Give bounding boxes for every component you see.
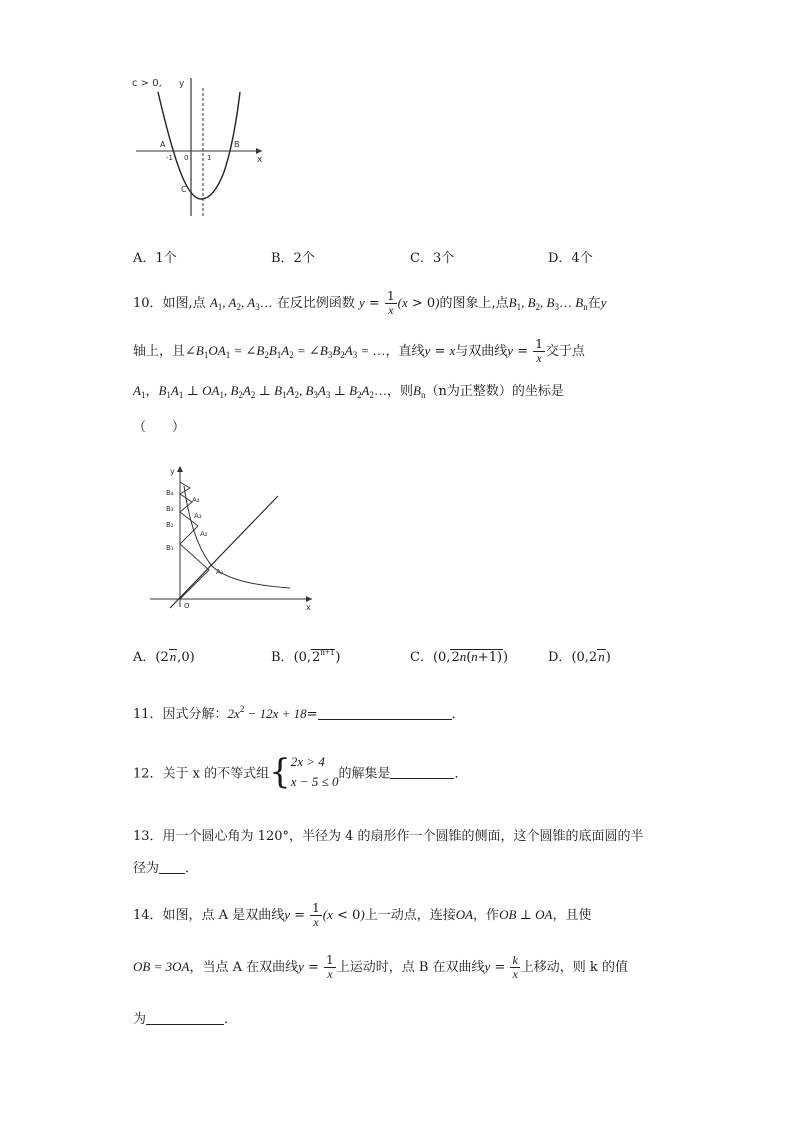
q14-answer-blank[interactable] bbox=[146, 1012, 224, 1025]
q13-line-1: 13．用一个圆心角为 120°，半径为 4 的扇形作一个圆锥的侧面，这个圆锥的底面圆的半 bbox=[133, 829, 644, 844]
fig-y-arrow bbox=[177, 466, 183, 472]
q14-line-2: OB = 3OA，当点 A 在双曲线y = $\frac{1}{x}$ 上运动时，点 B 在双曲线y = $\frac{k}{x}$ 上移动，则 k 的值 bbox=[133, 953, 628, 981]
y-axis-label: y bbox=[179, 79, 185, 89]
q11-line: 11．因式分解：$2x^2 - 12x + 18=$ ． bbox=[133, 704, 465, 722]
q14-line-3: 为 ． bbox=[133, 1012, 238, 1027]
q10-line-3: $A_1$，$B_1A_1$ ⊥ $OA_1$, $B_2A_2$ ⊥ $B_1A_2$, $B_3A_3$ ⊥ $B_2A_2\dots$，则$B_n(n$为正整数）的坐标是 bbox=[133, 383, 564, 400]
fig-y-label: y bbox=[170, 467, 175, 476]
q9-option-b[interactable]: B．2个 bbox=[271, 251, 315, 266]
fig-line-y-eq-x bbox=[170, 496, 278, 608]
q10-option-b[interactable]: B．$(0,2^{n+1})$ bbox=[271, 647, 341, 665]
tick-1-label: 1 bbox=[207, 154, 212, 162]
q10-option-d[interactable]: D．(0,2n) bbox=[548, 649, 611, 665]
fig-origin-label: O bbox=[184, 602, 190, 610]
q12-line: 12．关于 x 的不等式组{ 2x > 4 x − 5 ≤ 0 的解集是 ． bbox=[133, 752, 468, 792]
hyperbola-figure bbox=[140, 462, 320, 612]
q10-option-c[interactable]: C．(0,2n(n+1)) bbox=[410, 649, 509, 665]
fig-b2-label: B₂ bbox=[166, 521, 174, 529]
q10-answer-paren: （ ） bbox=[133, 420, 186, 435]
point-b-label: B bbox=[234, 140, 240, 149]
point-c-label: C bbox=[181, 185, 187, 194]
q10-line-1: 10．如图,点 $A_1$, $A_2$, $A_3\dots$ 在反比例函数 y = $\frac{1}{x}$ (x > 0)的图象上,点$B_1$, $B_2$, $B_3\dots$ $B_n$在y bbox=[133, 289, 607, 317]
q14-line-1: 14．如图，点 A 是双曲线y = $\frac{1}{x}$ (x < 0)上一动点，连接OA，作OB ⊥ OA，且使 bbox=[133, 901, 592, 929]
fig-x-arrow bbox=[306, 596, 312, 602]
q11-answer-blank[interactable] bbox=[318, 707, 452, 720]
q9-option-c[interactable]: C．3个 bbox=[410, 251, 455, 266]
q10-line-2: 轴上，且$\angle B_1OA_1$ = $\angle B_2B_1A_2$ = $\angle B_3B_2A_3$ = …，直线y = x与双曲线y = $\frac{1}{x}$ 交于点 bbox=[133, 337, 585, 365]
q10-option-a[interactable]: A．(2n,0) bbox=[133, 649, 195, 665]
q9-option-d[interactable]: D．4个 bbox=[548, 251, 593, 266]
parabola-graph bbox=[130, 72, 270, 222]
fig-a1-label: A₁ bbox=[216, 568, 224, 576]
fig-a2-label: A₂ bbox=[200, 530, 208, 538]
q13-answer-blank[interactable] bbox=[159, 861, 185, 874]
q13-line-2: 径为 ． bbox=[133, 861, 199, 876]
q10-number: 10． bbox=[133, 296, 163, 311]
fig-b4-label: B₄ bbox=[166, 489, 174, 497]
x-axis-label: x bbox=[257, 155, 263, 165]
q9-option-a[interactable]: A．1个 bbox=[133, 251, 177, 266]
fig-b3-label: B₃ bbox=[166, 505, 174, 513]
graph-condition-label: c > 0, bbox=[132, 78, 162, 89]
fig-a3-label: A₃ bbox=[194, 512, 202, 520]
fig-x-label: x bbox=[306, 603, 311, 612]
fig-b1-label: B₁ bbox=[166, 544, 174, 552]
parabola-curve bbox=[158, 92, 240, 199]
tick-0-label: 0 bbox=[184, 154, 189, 162]
q12-answer-blank[interactable] bbox=[390, 766, 454, 779]
point-a-label: A bbox=[160, 140, 166, 149]
tick-neg1-label: -1 bbox=[166, 154, 173, 162]
x-axis-arrow bbox=[256, 148, 262, 154]
fig-a4-label: A₄ bbox=[192, 496, 200, 504]
